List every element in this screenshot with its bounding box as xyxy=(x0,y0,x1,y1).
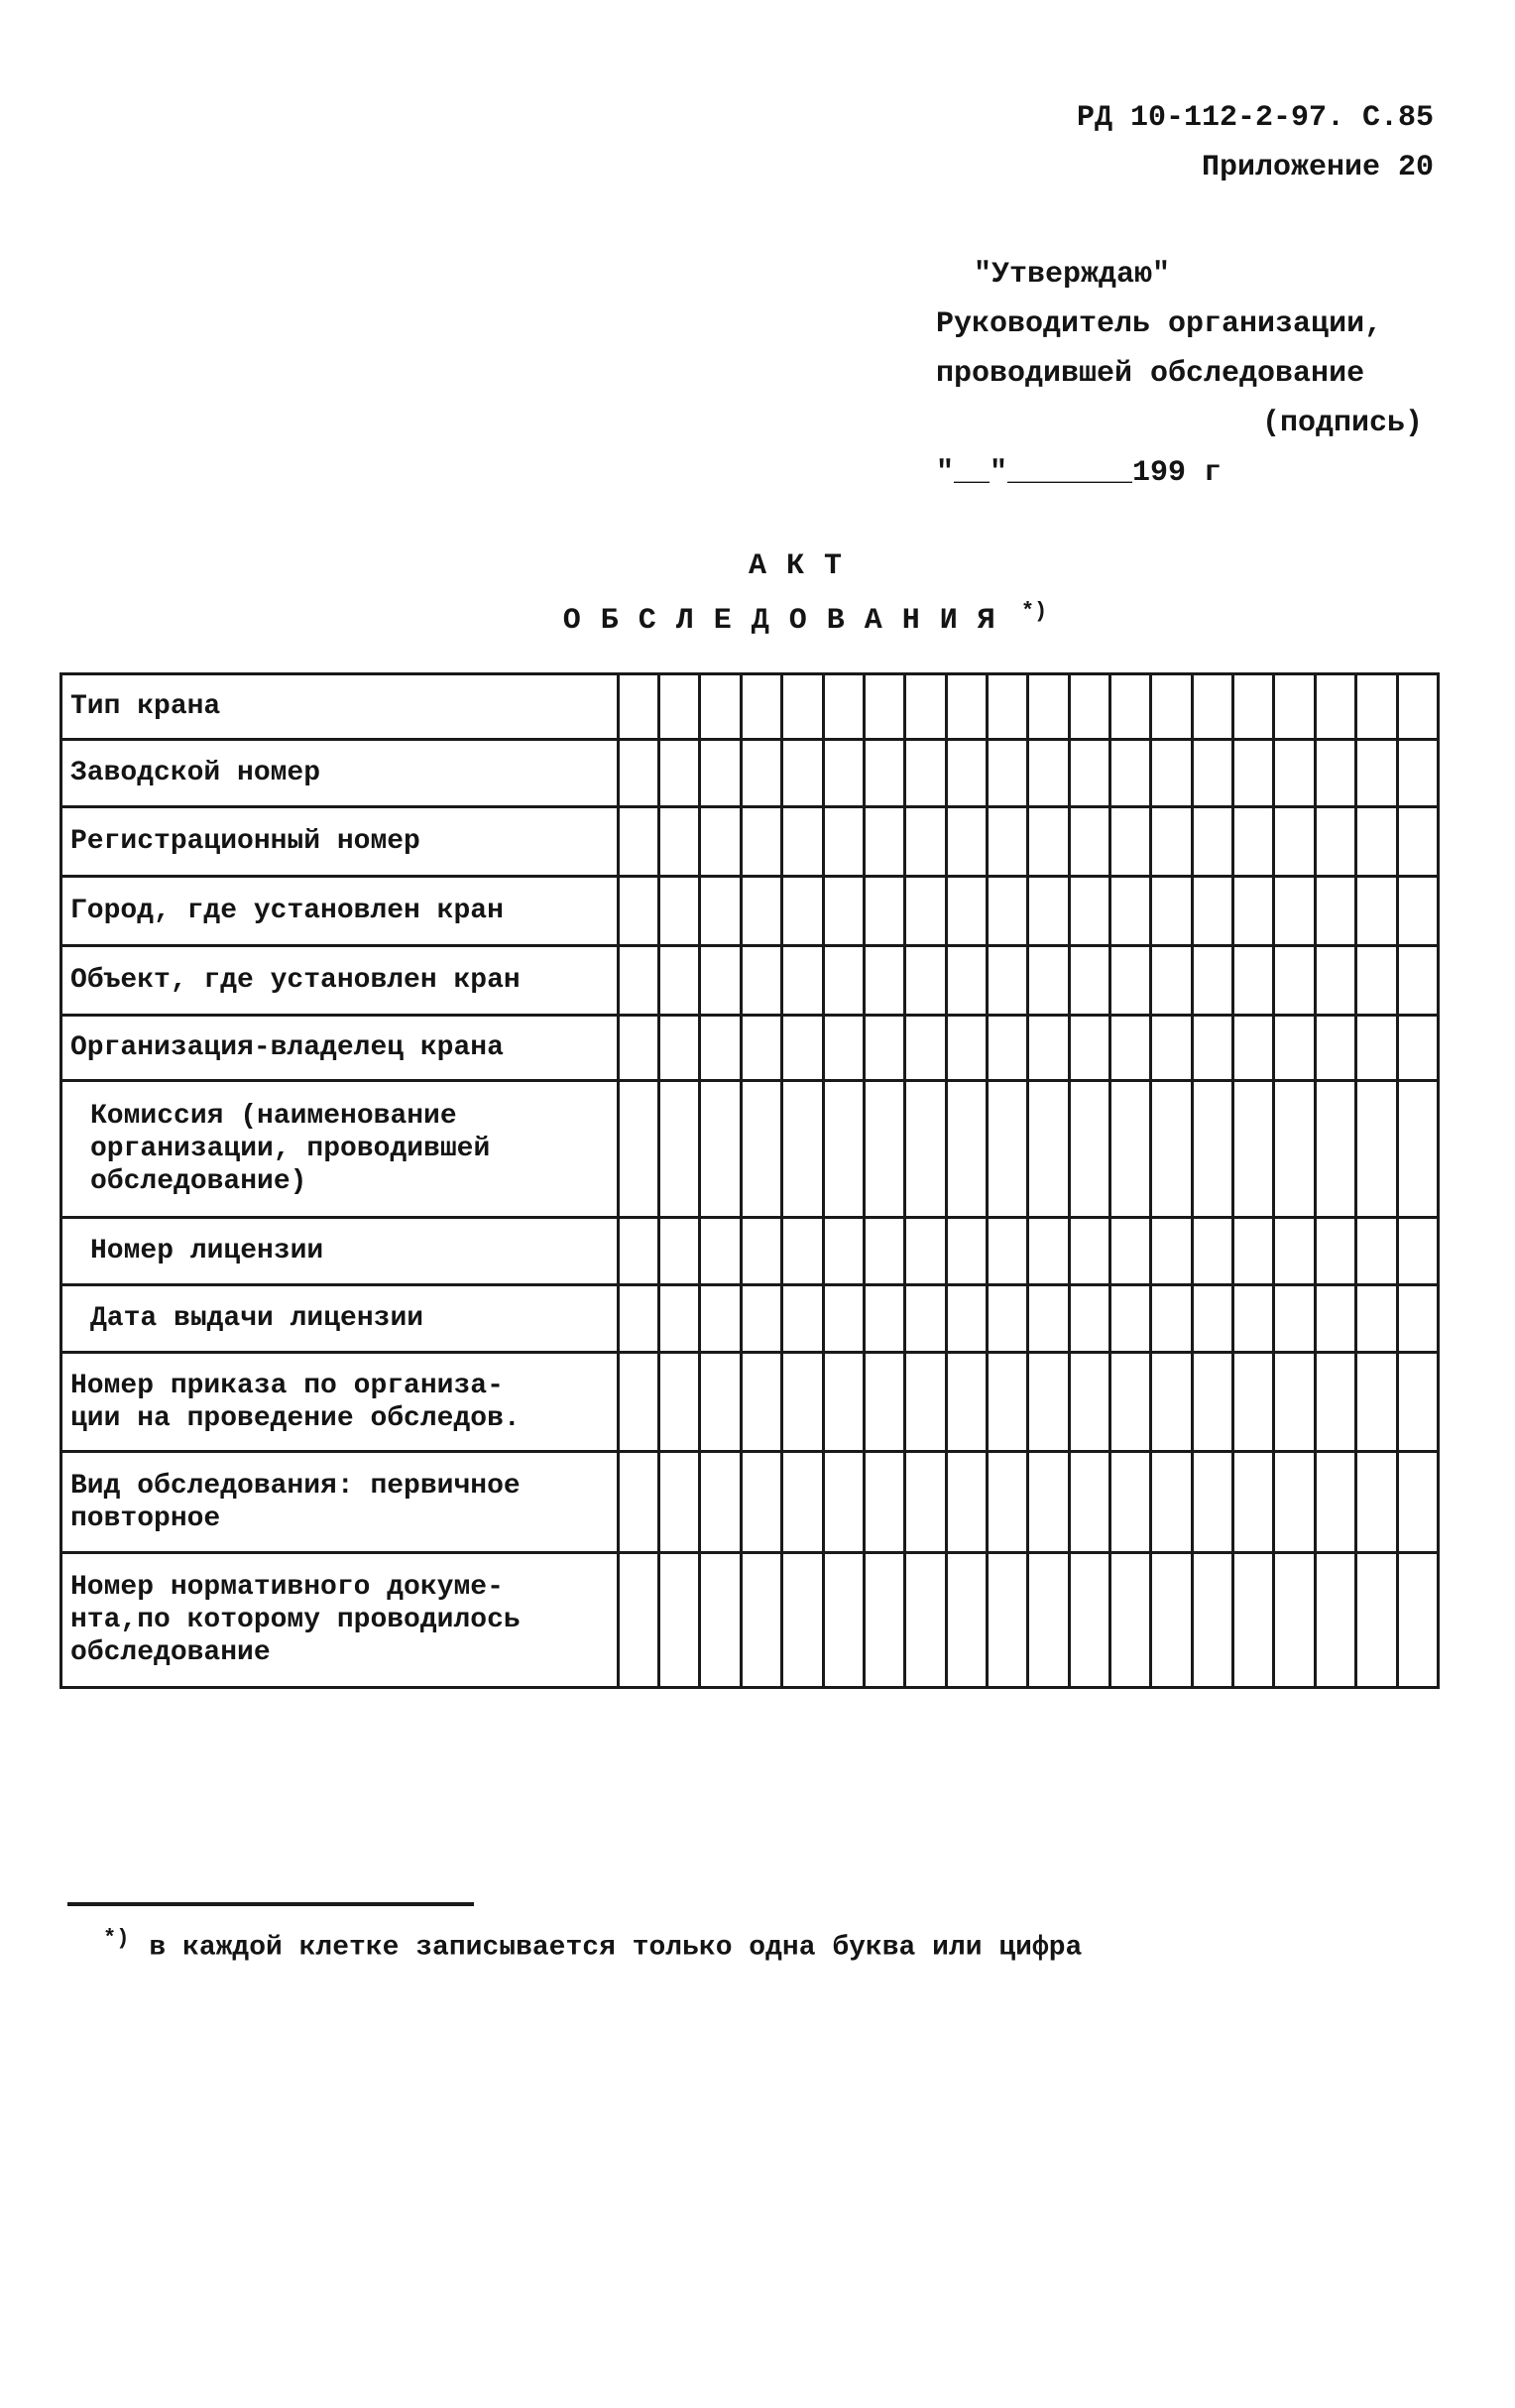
form-input-cell[interactable] xyxy=(946,674,987,740)
form-input-cell[interactable] xyxy=(741,1081,781,1218)
form-input-cell[interactable] xyxy=(1233,740,1274,807)
form-input-cell[interactable] xyxy=(823,740,864,807)
form-input-cell[interactable] xyxy=(618,740,658,807)
form-input-cell[interactable] xyxy=(1315,1353,1355,1452)
form-row-label: Регистрационный номер xyxy=(61,807,619,877)
form-input-cell[interactable] xyxy=(618,807,658,877)
form-input-cell[interactable] xyxy=(1192,674,1232,740)
form-input-cell[interactable] xyxy=(700,1553,741,1688)
form-input-cell[interactable] xyxy=(1397,674,1438,740)
document-code: РД 10-112-2-97. С.85 xyxy=(1076,101,1434,135)
form-row xyxy=(61,1353,1439,1452)
form-input-cell[interactable] xyxy=(1069,674,1109,740)
form-input-cell[interactable] xyxy=(618,1353,658,1452)
form-input-cell[interactable] xyxy=(1192,1081,1232,1218)
form-input-cell[interactable] xyxy=(987,674,1027,740)
form-input-cell[interactable] xyxy=(1110,1553,1151,1688)
form-row xyxy=(61,1016,1439,1081)
form-input-cell[interactable] xyxy=(1110,740,1151,807)
form-input-cell[interactable] xyxy=(618,1553,658,1688)
form-row-label: Заводской номер xyxy=(61,740,619,807)
form-input-cell[interactable] xyxy=(1397,1016,1438,1081)
form-input-cell[interactable] xyxy=(1274,674,1315,740)
form-row-label: Тип крана xyxy=(61,674,619,740)
form-input-cell[interactable] xyxy=(1028,674,1069,740)
form-input-cell[interactable] xyxy=(659,674,700,740)
form-input-cell[interactable] xyxy=(700,1081,741,1218)
form-input-cell[interactable] xyxy=(1274,1218,1315,1285)
form-input-cell[interactable] xyxy=(864,946,904,1016)
form-input-cell[interactable] xyxy=(946,1081,987,1218)
form-input-cell[interactable] xyxy=(1110,1218,1151,1285)
form-row xyxy=(61,1553,1439,1688)
form-row xyxy=(61,674,1439,740)
form-input-cell[interactable] xyxy=(1110,946,1151,1016)
form-input-cell[interactable] xyxy=(659,1081,700,1218)
footnote-divider xyxy=(67,1902,474,1906)
form-input-cell[interactable] xyxy=(864,740,904,807)
form-input-cell[interactable] xyxy=(1028,1553,1069,1688)
form-input-cell[interactable] xyxy=(1397,1553,1438,1688)
form-input-cell[interactable] xyxy=(1069,946,1109,1016)
form-input-cell[interactable] xyxy=(1151,1285,1192,1353)
form-input-cell[interactable] xyxy=(1069,1452,1109,1553)
form-input-cell[interactable] xyxy=(1151,674,1192,740)
form-input-cell[interactable] xyxy=(823,1218,864,1285)
form-input-cell[interactable] xyxy=(1110,807,1151,877)
form-input-cell[interactable] xyxy=(864,1016,904,1081)
form-input-cell[interactable] xyxy=(1315,946,1355,1016)
form-input-cell[interactable] xyxy=(1233,1353,1274,1452)
form-input-cell[interactable] xyxy=(700,1016,741,1081)
form-input-cell[interactable] xyxy=(741,1452,781,1553)
form-input-cell[interactable] xyxy=(987,1081,1027,1218)
form-input-cell[interactable] xyxy=(782,1218,823,1285)
form-input-cell[interactable] xyxy=(1151,1081,1192,1218)
form-input-cell[interactable] xyxy=(1069,1285,1109,1353)
form-input-cell[interactable] xyxy=(782,877,823,946)
form-input-cell[interactable] xyxy=(700,877,741,946)
form-input-cell[interactable] xyxy=(1233,877,1274,946)
form-input-cell[interactable] xyxy=(1028,1452,1069,1553)
form-input-cell[interactable] xyxy=(782,740,823,807)
form-input-cell[interactable] xyxy=(741,1553,781,1688)
form-input-cell[interactable] xyxy=(700,1452,741,1553)
footnote-mark: *) xyxy=(103,1926,130,1951)
footnote-text: в каждой клетке записывается только одна буква или цифра xyxy=(149,1932,1083,1964)
form-input-cell[interactable] xyxy=(946,1353,987,1452)
form-input-cell[interactable] xyxy=(700,1285,741,1353)
form-input-cell[interactable] xyxy=(1151,1218,1192,1285)
form-input-cell[interactable] xyxy=(1315,740,1355,807)
form-row-label: Комиссия (наименование организации, проводившей обследование) xyxy=(61,1081,619,1218)
form-input-cell[interactable] xyxy=(1028,946,1069,1016)
form-input-cell[interactable] xyxy=(782,946,823,1016)
form-input-cell[interactable] xyxy=(1028,1218,1069,1285)
form-input-cell[interactable] xyxy=(1274,1353,1315,1452)
form-input-cell[interactable] xyxy=(1069,1353,1109,1452)
approval-date-line: "__"_______199 г xyxy=(936,456,1223,490)
form-input-cell[interactable] xyxy=(1274,1016,1315,1081)
form-input-cell[interactable] xyxy=(823,946,864,1016)
form-input-cell[interactable] xyxy=(700,740,741,807)
form-input-cell[interactable] xyxy=(864,1353,904,1452)
form-input-cell[interactable] xyxy=(1069,807,1109,877)
form-input-cell[interactable] xyxy=(1397,1081,1438,1218)
form-input-cell[interactable] xyxy=(864,674,904,740)
form-input-cell[interactable] xyxy=(1397,1218,1438,1285)
form-input-cell[interactable] xyxy=(1397,1285,1438,1353)
form-input-cell[interactable] xyxy=(659,946,700,1016)
form-input-cell[interactable] xyxy=(1028,807,1069,877)
form-input-cell[interactable] xyxy=(1069,1553,1109,1688)
form-input-cell[interactable] xyxy=(741,1218,781,1285)
form-input-cell[interactable] xyxy=(1397,807,1438,877)
form-input-cell[interactable] xyxy=(1110,1452,1151,1553)
form-input-cell[interactable] xyxy=(1110,1285,1151,1353)
form-input-cell[interactable] xyxy=(1233,1285,1274,1353)
form-input-cell[interactable] xyxy=(1356,1081,1397,1218)
form-row xyxy=(61,1081,1439,1218)
form-input-cell[interactable] xyxy=(1110,674,1151,740)
form-input-cell[interactable] xyxy=(905,1081,946,1218)
form-input-cell[interactable] xyxy=(1233,1016,1274,1081)
appendix-label: Приложение 20 xyxy=(1201,151,1434,184)
form-input-cell[interactable] xyxy=(1274,877,1315,946)
form-input-cell[interactable] xyxy=(864,807,904,877)
form-input-cell[interactable] xyxy=(864,1081,904,1218)
form-input-cell[interactable] xyxy=(618,1285,658,1353)
form-input-cell[interactable] xyxy=(987,946,1027,1016)
form-row-label: Дата выдачи лицензии xyxy=(61,1285,619,1353)
form-input-cell[interactable] xyxy=(1315,877,1355,946)
form-input-cell[interactable] xyxy=(700,1218,741,1285)
form-row xyxy=(61,946,1439,1016)
form-input-cell[interactable] xyxy=(1233,807,1274,877)
form-input-cell[interactable] xyxy=(659,1353,700,1452)
form-input-cell[interactable] xyxy=(823,1016,864,1081)
form-input-cell[interactable] xyxy=(905,1285,946,1353)
form-row-label: Номер лицензии xyxy=(61,1218,619,1285)
form-input-cell[interactable] xyxy=(1356,1285,1397,1353)
form-input-cell[interactable] xyxy=(823,1452,864,1553)
form-input-cell[interactable] xyxy=(905,807,946,877)
form-input-cell[interactable] xyxy=(905,740,946,807)
form-input-cell[interactable] xyxy=(905,877,946,946)
form-input-cell[interactable] xyxy=(1192,1553,1232,1688)
form-input-cell[interactable] xyxy=(1274,1285,1315,1353)
form-input-cell[interactable] xyxy=(1315,1553,1355,1688)
form-input-cell[interactable] xyxy=(1069,740,1109,807)
form-input-cell[interactable] xyxy=(700,807,741,877)
form-input-cell[interactable] xyxy=(782,1353,823,1452)
form-row-label: Организация-владелец крана xyxy=(61,1016,619,1081)
form-input-cell[interactable] xyxy=(659,1452,700,1553)
form-input-cell[interactable] xyxy=(987,1016,1027,1081)
form-input-cell[interactable] xyxy=(1151,946,1192,1016)
act-subtitle-text: ОБСЛЕДОВАНИЯ xyxy=(562,604,1015,638)
form-input-cell[interactable] xyxy=(1110,1353,1151,1452)
form-input-cell[interactable] xyxy=(1233,1081,1274,1218)
form-input-cell[interactable] xyxy=(618,946,658,1016)
form-input-cell[interactable] xyxy=(987,877,1027,946)
form-input-cell[interactable] xyxy=(1192,877,1232,946)
form-input-cell[interactable] xyxy=(1233,674,1274,740)
footnote xyxy=(103,1926,1082,1963)
form-input-cell[interactable] xyxy=(741,1353,781,1452)
form-input-cell[interactable] xyxy=(823,1081,864,1218)
form-input-cell[interactable] xyxy=(1274,740,1315,807)
form-input-cell[interactable] xyxy=(987,1553,1027,1688)
form-input-cell[interactable] xyxy=(905,1016,946,1081)
form-input-cell[interactable] xyxy=(823,674,864,740)
form-input-cell[interactable] xyxy=(1028,1353,1069,1452)
form-input-cell[interactable] xyxy=(618,1452,658,1553)
form-input-cell[interactable] xyxy=(987,740,1027,807)
form-input-cell[interactable] xyxy=(1315,1016,1355,1081)
form-input-cell[interactable] xyxy=(1315,1218,1355,1285)
form-input-cell[interactable] xyxy=(1151,1016,1192,1081)
form-input-cell[interactable] xyxy=(1356,1016,1397,1081)
form-input-cell[interactable] xyxy=(1192,807,1232,877)
form-input-cell[interactable] xyxy=(1356,807,1397,877)
form-input-cell[interactable] xyxy=(864,1452,904,1553)
form-input-cell[interactable] xyxy=(1315,1081,1355,1218)
act-title: АКТ xyxy=(748,549,862,583)
form-input-cell[interactable] xyxy=(659,877,700,946)
form-input-cell[interactable] xyxy=(946,740,987,807)
approval-line-2: проводившей обследование xyxy=(936,357,1365,391)
form-input-cell[interactable] xyxy=(1110,877,1151,946)
form-input-cell[interactable] xyxy=(946,877,987,946)
form-input-cell[interactable] xyxy=(823,877,864,946)
form-input-cell[interactable] xyxy=(700,1353,741,1452)
form-input-cell[interactable] xyxy=(741,807,781,877)
form-row xyxy=(61,1218,1439,1285)
form-input-cell[interactable] xyxy=(905,1553,946,1688)
form-input-cell[interactable] xyxy=(905,674,946,740)
form-input-cell[interactable] xyxy=(1397,740,1438,807)
form-input-cell[interactable] xyxy=(905,1452,946,1553)
form-input-cell[interactable] xyxy=(1192,1452,1232,1553)
form-input-cell[interactable] xyxy=(1356,1452,1397,1553)
form-input-cell[interactable] xyxy=(1028,1016,1069,1081)
form-input-cell[interactable] xyxy=(1069,1218,1109,1285)
form-input-cell[interactable] xyxy=(1356,1353,1397,1452)
form-input-cell[interactable] xyxy=(1315,1285,1355,1353)
form-input-cell[interactable] xyxy=(1274,946,1315,1016)
form-input-cell[interactable] xyxy=(987,1285,1027,1353)
approval-title: "Утверждаю" xyxy=(974,258,1171,292)
form-input-cell[interactable] xyxy=(1069,1081,1109,1218)
form-input-cell[interactable] xyxy=(864,1218,904,1285)
form-input-cell[interactable] xyxy=(659,1016,700,1081)
form-input-cell[interactable] xyxy=(1192,1285,1232,1353)
form-input-cell[interactable] xyxy=(1028,877,1069,946)
form-input-cell[interactable] xyxy=(1233,1553,1274,1688)
form-input-cell[interactable] xyxy=(1110,1016,1151,1081)
form-input-cell[interactable] xyxy=(1151,807,1192,877)
form-row-label: Номер нормативного докуме- нта,по которому проводилось обследование xyxy=(61,1553,619,1688)
form-input-cell[interactable] xyxy=(741,674,781,740)
form-input-cell[interactable] xyxy=(1274,1553,1315,1688)
form-input-cell[interactable] xyxy=(1151,877,1192,946)
form-input-cell[interactable] xyxy=(905,946,946,1016)
form-input-cell[interactable] xyxy=(823,1353,864,1452)
form-input-cell[interactable] xyxy=(741,877,781,946)
form-input-cell[interactable] xyxy=(1397,877,1438,946)
form-input-cell[interactable] xyxy=(782,1285,823,1353)
form-input-cell[interactable] xyxy=(1192,1353,1232,1452)
form-input-cell[interactable] xyxy=(946,946,987,1016)
form-input-cell[interactable] xyxy=(864,1553,904,1688)
form-input-cell[interactable] xyxy=(823,1285,864,1353)
form-row-label: Вид обследования: первичное повторное xyxy=(61,1452,619,1553)
form-input-cell[interactable] xyxy=(1151,1553,1192,1688)
form-input-cell[interactable] xyxy=(700,674,741,740)
form-input-cell[interactable] xyxy=(1069,1016,1109,1081)
form-input-cell[interactable] xyxy=(1069,877,1109,946)
form-input-cell[interactable] xyxy=(1356,1553,1397,1688)
form-input-cell[interactable] xyxy=(946,1218,987,1285)
act-subtitle xyxy=(0,599,1515,638)
form-input-cell[interactable] xyxy=(1151,1353,1192,1452)
form-row-label: Объект, где установлен кран xyxy=(61,946,619,1016)
form-input-cell[interactable] xyxy=(1356,1218,1397,1285)
form-input-cell[interactable] xyxy=(741,1285,781,1353)
form-input-cell[interactable] xyxy=(782,807,823,877)
form-input-cell[interactable] xyxy=(741,1016,781,1081)
form-input-cell[interactable] xyxy=(741,946,781,1016)
form-input-cell[interactable] xyxy=(618,1081,658,1218)
form-input-cell[interactable] xyxy=(864,877,904,946)
form-input-cell[interactable] xyxy=(946,1285,987,1353)
form-grid xyxy=(59,672,1440,1689)
form-input-cell[interactable] xyxy=(946,1016,987,1081)
form-input-cell[interactable] xyxy=(1356,740,1397,807)
form-input-cell[interactable] xyxy=(1356,946,1397,1016)
form-input-cell[interactable] xyxy=(659,1285,700,1353)
form-input-cell[interactable] xyxy=(823,1553,864,1688)
form-input-cell[interactable] xyxy=(741,740,781,807)
form-input-cell[interactable] xyxy=(1151,1452,1192,1553)
approval-signature-label: (подпись) xyxy=(1262,407,1424,440)
form-input-cell[interactable] xyxy=(618,1218,658,1285)
form-input-cell[interactable] xyxy=(1233,1218,1274,1285)
form-input-cell[interactable] xyxy=(1356,877,1397,946)
form-input-cell[interactable] xyxy=(618,1016,658,1081)
form-input-cell[interactable] xyxy=(659,1553,700,1688)
form-input-cell[interactable] xyxy=(1397,1452,1438,1553)
form-input-cell[interactable] xyxy=(782,1081,823,1218)
form-input-cell[interactable] xyxy=(1192,946,1232,1016)
form-input-cell[interactable] xyxy=(618,877,658,946)
form-input-cell[interactable] xyxy=(946,807,987,877)
form-input-cell[interactable] xyxy=(1315,1452,1355,1553)
form-input-cell[interactable] xyxy=(1110,1081,1151,1218)
form-input-cell[interactable] xyxy=(782,674,823,740)
form-input-cell[interactable] xyxy=(987,1452,1027,1553)
form-row-label: Номер приказа по организа- ции на проведение обследов. xyxy=(61,1353,619,1452)
form-row xyxy=(61,877,1439,946)
form-input-cell[interactable] xyxy=(905,1218,946,1285)
approval-line-1: Руководитель организации, xyxy=(936,307,1383,341)
form-input-cell[interactable] xyxy=(618,674,658,740)
form-input-cell[interactable] xyxy=(1028,1285,1069,1353)
form-row xyxy=(61,807,1439,877)
form-input-cell[interactable] xyxy=(1315,674,1355,740)
form-input-cell[interactable] xyxy=(1356,674,1397,740)
form-row xyxy=(61,740,1439,807)
form-input-cell[interactable] xyxy=(1397,946,1438,1016)
form-row xyxy=(61,1285,1439,1353)
form-input-cell[interactable] xyxy=(987,1353,1027,1452)
form-input-cell[interactable] xyxy=(864,1285,904,1353)
form-input-cell[interactable] xyxy=(1233,946,1274,1016)
act-footnote-mark: *) xyxy=(1020,599,1048,624)
form-input-cell[interactable] xyxy=(1151,740,1192,807)
form-input-cell[interactable] xyxy=(700,946,741,1016)
form-input-cell[interactable] xyxy=(1028,1081,1069,1218)
form-input-cell[interactable] xyxy=(1192,1218,1232,1285)
form-input-cell[interactable] xyxy=(659,807,700,877)
form-input-cell[interactable] xyxy=(946,1553,987,1688)
form-input-cell[interactable] xyxy=(782,1016,823,1081)
form-input-cell[interactable] xyxy=(946,1452,987,1553)
form-input-cell[interactable] xyxy=(659,740,700,807)
form-input-cell[interactable] xyxy=(782,1452,823,1553)
form-row xyxy=(61,1452,1439,1553)
form-input-cell[interactable] xyxy=(1274,807,1315,877)
form-input-cell[interactable] xyxy=(782,1553,823,1688)
form-input-cell[interactable] xyxy=(1397,1353,1438,1452)
form-input-cell[interactable] xyxy=(1028,740,1069,807)
form-input-cell[interactable] xyxy=(659,1218,700,1285)
form-input-cell[interactable] xyxy=(905,1353,946,1452)
form-row-label: Город, где установлен кран xyxy=(61,877,619,946)
form-input-cell[interactable] xyxy=(1315,807,1355,877)
form-input-cell[interactable] xyxy=(1233,1452,1274,1553)
form-input-cell[interactable] xyxy=(987,807,1027,877)
form-input-cell[interactable] xyxy=(987,1218,1027,1285)
form-input-cell[interactable] xyxy=(823,807,864,877)
form-input-cell[interactable] xyxy=(1192,740,1232,807)
form-input-cell[interactable] xyxy=(1192,1016,1232,1081)
form-input-cell[interactable] xyxy=(1274,1452,1315,1553)
form-input-cell[interactable] xyxy=(1274,1081,1315,1218)
